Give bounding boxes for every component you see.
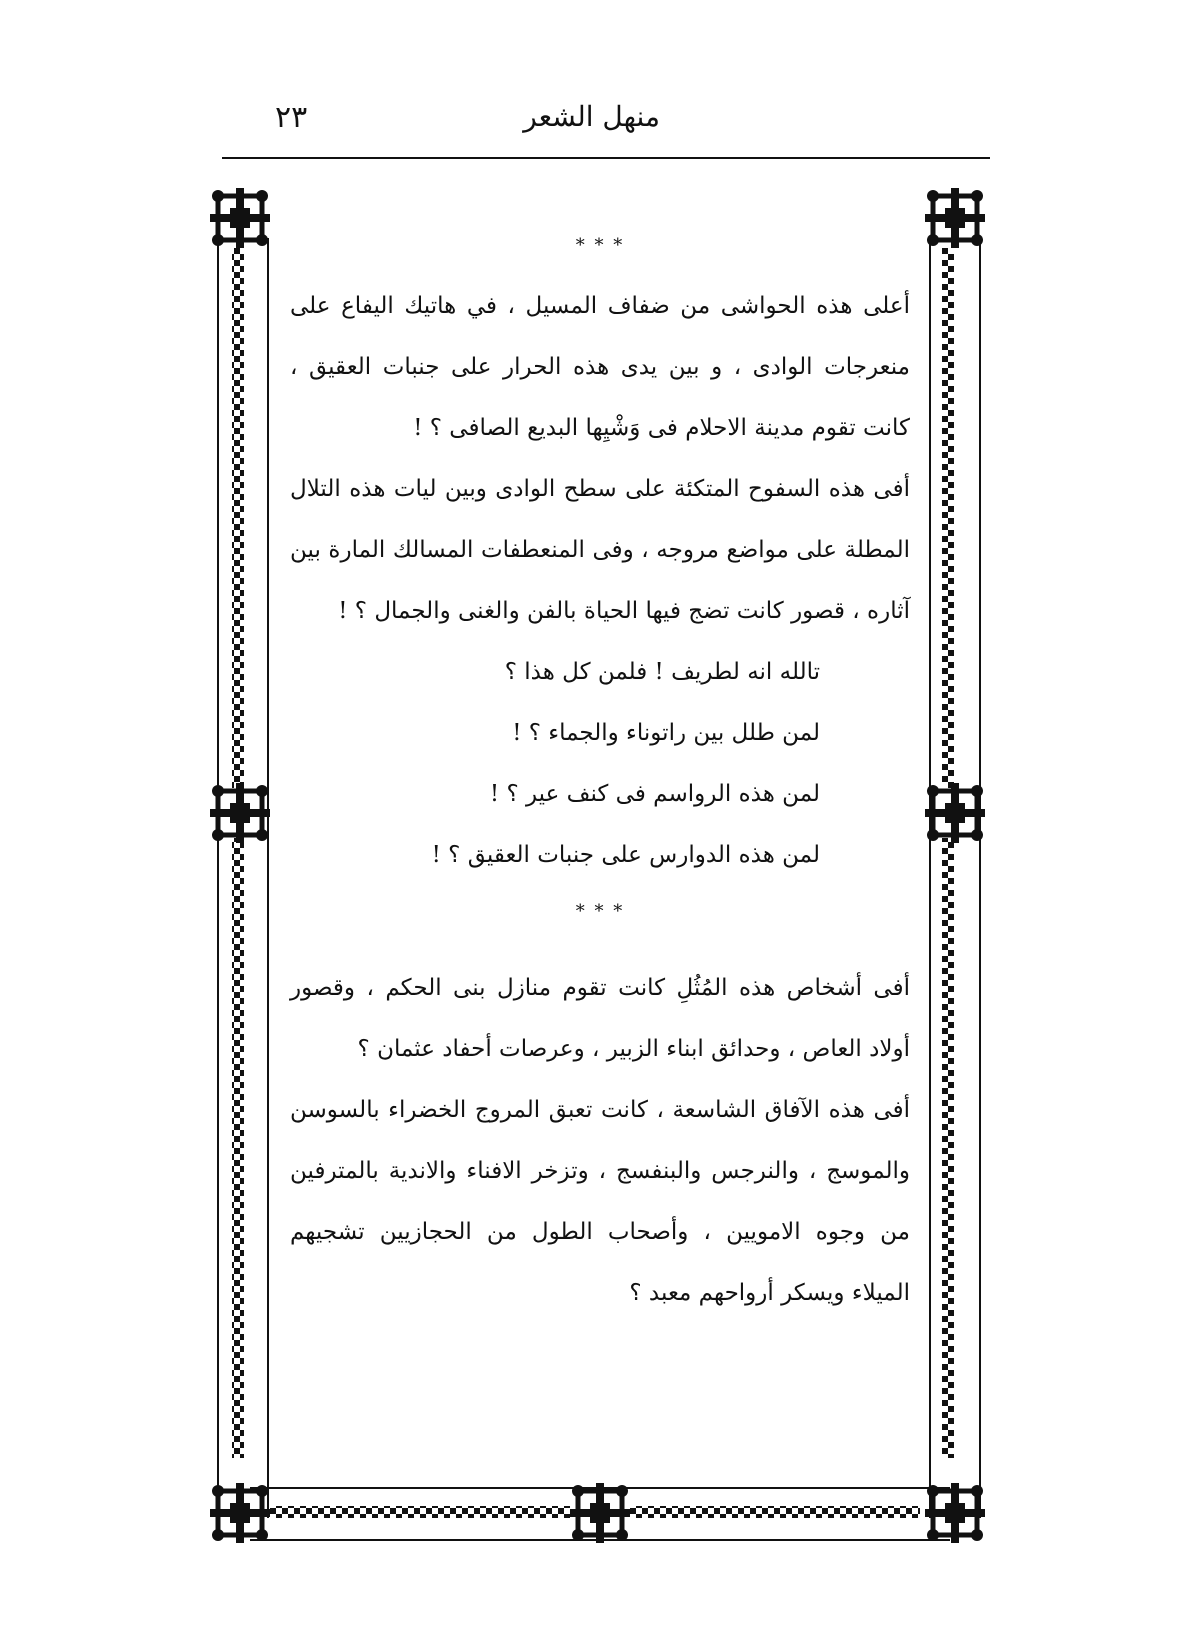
section-divider-stars: [290, 902, 910, 942]
paragraph: أعلى هذه الحواشى من ضفاف المسيل ، في هاتيك اليفاع على منعرجات الوادى ، و بين يدى هذه الحرار على جنبات العقيق ، كانت تقوم مدينة الاحلام فى وَشْيِها البديع الصافى ؟ !: [290, 293, 910, 441]
verse-line: تالله انه لطريف ! فلمن كل هذا ؟: [504, 659, 820, 685]
verse-line: لمن هذه الدوارس على جنبات العقيق ؟ !: [431, 842, 820, 868]
running-title: منهل الشعر: [523, 100, 660, 133]
page-body: [290, 236, 910, 1324]
paragraph: أفى هذه الآفاق الشاسعة ، كانت تعبق المروج الخضراء بالسوسن والموسج ، والنرجس والبنفسج ، وتزخر الافناء والاندية بالمترفين من وجوه الامويين ، وأصحاب الطول من الحجازيين تشجيهم الميلاء ويسكر أرواحهم معبد ؟: [290, 1097, 910, 1306]
page-number: ٢٣: [275, 100, 308, 135]
verse-line: لمن هذه الرواسم فى كنف عير ؟ !: [489, 781, 820, 807]
page-header: [220, 100, 990, 150]
verse-line: لمن طلل بين راتوناء والجماء ؟ !: [512, 720, 820, 746]
paragraph: أفى أشخاص هذه المُثُلِ كانت تقوم منازل بنى الحكم ، وقصور أولاد العاص ، وحدائق ابناء الزبير ، وعرصات أحفاد عثمان ؟: [290, 975, 910, 1062]
paragraph: أفى هذه السفوح المتكئة على سطح الوادى وبين ليات هذه التلال المطلة على مواضع مروجه ، وفى المنعطفات المسالك المارة بين آثاره ، قصور كانت تضج فيها الحياة بالفن والغنى والجمال ؟ !: [290, 476, 910, 624]
section-divider-stars: [290, 236, 910, 276]
divider-asterisks: * * *: [575, 901, 625, 922]
header-rule: [222, 157, 990, 159]
divider-asterisks: * * *: [575, 235, 625, 256]
